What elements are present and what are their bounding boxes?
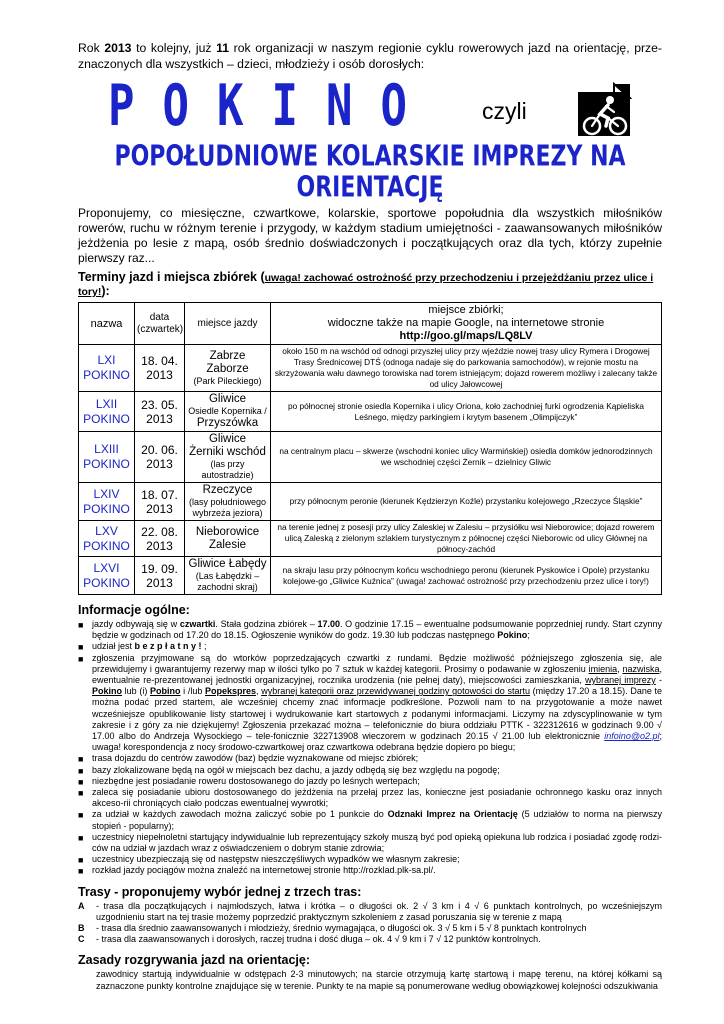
meeting-point: na terenie jednej z posesji przy ulicy Zaleskiej w Zalesiu – przysiółku wsi Nieborowice; dojazd rowerem ulicą Zaleską z zielonym szlakiem turystycznym z północnej części Nieborowic od ulicy Głównej na północy-zachód xyxy=(271,521,662,557)
intro-paragraph: Rok 2013 to kolejny, już 11 rok organizacji w naszym regionie cyklu rowerowych jazd na orientację, prze-znaczonych dla wszystkich – dzieci, młodzieży i osób dorosłych: xyxy=(78,41,662,71)
square-bullet-icon: ■ xyxy=(78,788,84,799)
schedule-table xyxy=(78,302,662,595)
event-place: Gliwice Łabędy (Las Łabędzki – zachodni skraj) xyxy=(185,557,271,595)
zasady-heading: Zasady rozgrywania jazd na orientację: xyxy=(78,953,311,968)
list-item: A - trasa dla początkujących i najmłodszych, łatwa i krótka – o długości ok. 2 √ 3 km i 4 √ 6 punktach kontrolnych, po wcześniejszym uzgodnieniu start na tej trasie możemy poprzedzić praktycznym szkoleniem z zasad poruszania się w terenie z mapą xyxy=(78,900,662,922)
info-heading: Informacje ogólne: xyxy=(78,603,190,617)
event-name: LXIII POKINO xyxy=(79,432,135,483)
czyli-word: czyli xyxy=(482,98,527,124)
square-bullet-icon: ■ xyxy=(78,653,84,664)
pokino-title: POKINO xyxy=(108,72,435,140)
event-place: Nieborowice Zalesie xyxy=(185,521,271,557)
event-date: 23. 05. 2013 xyxy=(135,392,185,432)
header-data: data (czwartek) xyxy=(135,303,185,345)
square-bullet-icon: ■ xyxy=(78,642,84,653)
square-bullet-icon: ■ xyxy=(78,810,84,821)
meeting-point: przy północnym peronie (kierunek Kędzierzyn Koźle) przystanku kolejowego „Rzeczyce Śląskie” xyxy=(271,483,662,521)
event-date: 20. 06. 2013 xyxy=(135,432,185,483)
list-item: C - trasa dla zaawansowanych i dorosłych, raczej trudna i dość długa – ok. 4 √ 9 km i 7 √ 12 punktów kontrolnych. xyxy=(78,934,541,945)
header-miejsce-zbiorki: miejsce zbiórki; widoczne także na mapie Google, na internetowe stronie http://goo.gl/maps/LQ8LV xyxy=(271,303,662,345)
event-date: 18. 07. 2013 xyxy=(135,483,185,521)
square-bullet-icon: ■ xyxy=(78,855,84,866)
table-header-row xyxy=(79,303,662,345)
table-row xyxy=(79,483,662,521)
list-item: ■ rozkład jazdy pociągów można znaleźć na internetowej stronie http://rozklad.plk-sa.pl/. xyxy=(78,865,436,877)
header-miejsce-jazdy: miejsce jazdy xyxy=(185,303,271,345)
meeting-point: po północnej stronie osiedla Kopernika i ulicy Oriona, koło zachodniej furki ogrodzenia Kąpieliska Leśnego, między parkingiem i krytym basenem „Olimpijczyk” xyxy=(271,392,662,432)
square-bullet-icon: ■ xyxy=(78,866,84,877)
event-place: Gliwice Żerniki wschód (las przy autostradzie) xyxy=(185,432,271,483)
info-list xyxy=(78,619,662,877)
email-link[interactable]: infoino@o2.pl xyxy=(604,731,660,742)
meeting-point: na skraju lasu przy północnym końcu wschodniego peronu (kierunek Pyskowice i Opole) przystanku kolejowe-go „Gliwice Kuźnica” (uwaga! zachować ostrożność przy przechodzeniu przez ulice i tory!) xyxy=(271,557,662,595)
square-bullet-icon: ■ xyxy=(78,776,84,787)
description: Proponujemy, co miesięczne, czwartkowe, kolarskie, sportowe popołudnia dla wszystkich miłośników rowerów, ruchu w różnym terenie i przygody, w każdym stadium umiejętności - zaawansowanych miłośników jeżdżenia po lesie z mapą, osób średnio doświadczonych i początkujących oraz dla tych, którzy zupełnie pierwszy raz... xyxy=(78,206,662,265)
square-bullet-icon: ■ xyxy=(78,832,84,843)
table-row xyxy=(79,345,662,392)
event-date: 22. 08. 2013 xyxy=(135,521,185,557)
document-page xyxy=(78,40,662,992)
event-place: Zabrze Zaborze (Park Pileckiego) xyxy=(185,345,271,392)
list-item: ■ niezbędne jest posiadanie roweru dostosowanego do jazdy po leśnych wertepach; xyxy=(78,775,420,787)
list-item: ■ zgłoszenia przyjmowane są do wtorków poprzedzających czwartki z rundami. Będzie możliwość późniejszego zgłoszenia się, ale przewidujemy i gwarantujemy rezerwy map w ilości tylko po 7 sztuk w każdej kategorii. Prosimy o podawanie w zgłoszeniu imienia, nazwiska, ewentualnie re-prezentowanej jednostki organizacyjnej, rocznika urodzenia (nie pełnej daty), miejscowości zamieszkania, wybranej imprezy - Pokino lub (i) Pobino i /lub Popekspres, wybranej kategorii oraz przewidywanej godziny gotowości do startu (między 17.20 a 18.15). Dane te można podać przed startem, ale wcześniej chcemy znać informacje podkreślone. Pozwoli nam to na przygotowanie a może nawet wcześniejsze opublikowanie listy startowej i wydrukowanie kart startowych z podanymi informacjami. Liczymy na zdyscyplinowanie w tym zakresie i z góry za nie dziękujemy! Zgłoszenia przekazać można – telefonicznie do biura oddziału PTTK - 322312616 w godzinach 9.00 √ 17.00 albo do Andrzeja Wysockiego – tele-fonicznie 322713908 wieczorem w godzinach 20.15 √ 21.00 lub elektronicznie infoino@o2.pl; uwaga! korespondencja z nocy środowo-czwartkowej oraz czwartkowa odebrana będzie dopiero po biegu; xyxy=(78,652,663,753)
meeting-point: na centralnym placu – skwerze (wschodni koniec ulicy Warmińskiej) osiedla domków jednorodzinnych we wschodniej części Żernik – dzielnicy Gliwic xyxy=(271,432,662,483)
list-item: ■ trasa dojazdu do centrów zawodów (baz) będzie wyznakowane od miejsc zbiórek; xyxy=(78,753,419,765)
list-item: ■ za udział w każdych zawodach można zaliczyć sobie po 1 punkcie do Odznaki Imprez na Orientację (5 udziałów to norma na pierwszy stopień - popularny); xyxy=(78,809,663,831)
event-place: Gliwice Osiedle Kopernika / Przyszówka xyxy=(185,392,271,432)
header-nazwa: nazwa xyxy=(79,303,135,345)
cyclist-flag-icon xyxy=(578,82,638,138)
square-bullet-icon: ■ xyxy=(78,620,84,630)
list-item: B - trasa dla średnio zaawansowanych i młodzieży, średnio wymagająca, o długości ok. 3 √ 5 km i 5 √ 8 punktach kontrolnych xyxy=(78,923,587,934)
event-name: LXII POKINO xyxy=(79,392,135,432)
event-name: LXV POKINO xyxy=(79,521,135,557)
terms-heading: Terminy jazd i miejsca zbiórek (uwaga! zachować ostrożność przy przechodzeniu i przejeżdżaniu przez ulice i tory!): xyxy=(78,270,654,298)
table-row xyxy=(79,392,662,432)
table-row xyxy=(79,432,662,483)
zasady-text: zawodnicy startują indywidualnie w odstępach 2-3 minutowych; na starcie otrzymują kartę startową i mapę terenu, na której kółkami są zaznaczone punkty kontrolne znajdujące się w terenie. Punkty te na mapie są ponumerowane według obowiązkowej kolejności odszukiwania xyxy=(96,969,662,991)
table-row xyxy=(79,521,662,557)
list-item: ■ udział jest b e z p ł a t n y ! ; xyxy=(78,641,207,653)
trasy-heading: Trasy - proponujemy wybór jednej z trzech tras: xyxy=(78,884,362,899)
event-name: LXI POKINO xyxy=(79,345,135,392)
event-name: LXVI POKINO xyxy=(79,557,135,595)
title-row xyxy=(78,72,662,140)
square-bullet-icon: ■ xyxy=(78,765,84,776)
event-name: LXIV POKINO xyxy=(79,483,135,521)
event-date: 18. 04. 2013 xyxy=(135,345,185,392)
meeting-point: około 150 m na wschód od odnogi przyszłej ulicy przy wjeździe nowej trasy ulicy Rymera i Drogowej Trasy Średnicowej DTŚ (odnoga nadaje się do parkowania samochodów), w rejonie mostu na skrzyżowania wału dawnego torowiska nad torem istniejącym; dojazd rowerem możliwy i zalecany także od ulicy Jałowcowej xyxy=(271,345,662,392)
subtitle: POPOŁUDNIOWE KOLARSKIE IMPREZY NA ORIENTACJĘ xyxy=(114,140,626,205)
list-item: ■ uczestnicy niepełnoletni startujący indywidualnie lub reprezentujący szkoły muszą być pod opieką opiekuna lub rodzica i posiadać zgodę rodzi-ców na udział w jazdach wraz z oświadczeniem o dobrym stanie zdrowia; xyxy=(78,831,662,854)
square-bullet-icon: ■ xyxy=(78,754,84,765)
event-place: Rzeczyce (lasy południowego wybrzeża jeziora) xyxy=(185,483,271,521)
event-date: 19. 09. 2013 xyxy=(135,557,185,595)
list-item: ■ jazdy odbywają się w czwartki. Stała godzina zbiórek – 17.00. O godzinie 17.15 – ewentualne podsumowanie poprzedniej rundy. Start czynny będzie w godzinach od 17.20 do 18.15. Ogłoszenie wyników do godz. 19.30 lub podczas następnego Pokino; xyxy=(78,619,662,641)
list-item: ■ bazy zlokalizowane będą na ogół w miejscach bez dachu, a jazdy odbędą się bez względu na pogodę; xyxy=(78,764,500,776)
table-row xyxy=(79,557,662,595)
trasy-list xyxy=(78,901,662,946)
list-item: ■ zaleca się posiadanie ubioru dostosowanego do jeżdżenia na przełaj przez las, konieczne jest posiadanie ochronnego kasku oraz innych akceso-rii chroniących ciało podczas ewentualnej wywrotki; xyxy=(78,787,662,809)
list-item: ■ uczestnicy ubezpieczają się od następstw nieszczęśliwych wypadków we własnym zakresie; xyxy=(78,854,460,866)
